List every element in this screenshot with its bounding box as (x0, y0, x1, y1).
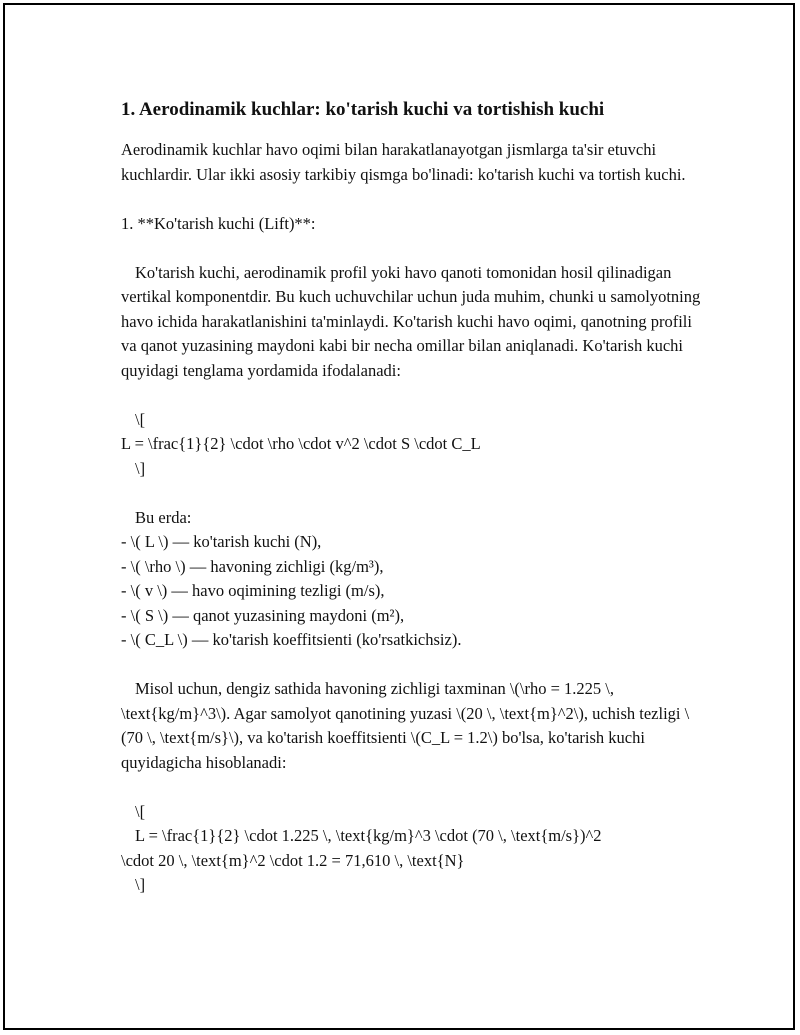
list-item: - \( L \) — ko'tarish kuchi (N), (121, 532, 322, 551)
list-item: - \( v \) — havo oqimining tezligi (m/s), (121, 581, 385, 600)
formula-open: \[ (135, 409, 146, 429)
formula-close: \] (135, 458, 146, 478)
list-item: - \( S \) — qanot yuzasining maydoni (m²), (121, 605, 405, 625)
formula-block (121, 408, 701, 433)
list-item-heading: 1. **Ko'tarish kuchi (Lift)**: (121, 213, 316, 233)
spacer (121, 187, 701, 212)
example-formula-line-1: L = \frac{1}{2} \cdot 1.225 \, \text{kg/m}^3 \cdot (70 \, \text{m/s})^2 (135, 826, 602, 845)
section-title: 1. Aerodinamik kuchlar: ko'tarish kuchi va tortishish kuchi (121, 99, 605, 120)
where-label: Bu erda: (135, 507, 192, 527)
spacer (121, 383, 701, 408)
definitions-list (121, 530, 701, 653)
spacer (121, 236, 701, 261)
list-item: - \( \rho \) — havoning zichligi (kg/m³), (121, 556, 384, 576)
intro-paragraph: Aerodinamik kuchlar havo oqimi bilan harakatlanayotgan jismlarga ta'sir etuvchi kuchlardir. Ular ikki asosiy tarkibiy qismga bo'linadi: ko'tarish kuchi va tortish kuchi. (121, 140, 686, 184)
page-frame (3, 3, 795, 1030)
spacer (121, 775, 701, 800)
formula-line: L = \frac{1}{2} \cdot \rho \cdot v^2 \cdot S \cdot C_L (121, 434, 481, 453)
example-paragraph: Misol uchun, dengiz sathida havoning zichligi taxminan \(\rho = 1.225 \, \text{kg/m}^3\). Agar samolyot qanotining yuzasi \(20 \, \text{m}^2\), uchish tezligi \(70 \, \text{m/s}\), va ko'tarish koeffitsienti \(C_L = 1.2\) bo'lsa, ko'tarish kuchi quyidagicha hisoblanadi: (121, 679, 690, 772)
spacer (121, 653, 701, 678)
spacer (121, 481, 701, 506)
lift-description-paragraph: Ko'tarish kuchi, aerodinamik profil yoki havo qanoti tomonidan hosil qilinadigan vertikal komponentdir. Bu kuch uchuvchilar uchun juda muhim, chunki u samolyotning havo ichida harakatlanishini ta'minlaydi. Ko'tarish kuchi havo oqimi, qanotning profili va qanot yuzasining maydoni kabi bir necha omillar bilan aniqlanadi. Ko'tarish kuchi quyidagi tenglama yordamida ifodalanadi: (121, 262, 705, 380)
document-body (121, 96, 705, 898)
example-formula-line-2: \cdot 20 \, \text{m}^2 \cdot 1.2 = 71,610 \, \text{N} (121, 850, 465, 870)
example-formula-close: \] (135, 875, 146, 894)
list-item: - \( C_L \) — ko'tarish koeffitsienti (ko'rsatkichsiz). (121, 630, 462, 649)
example-formula-open: \[ (135, 801, 146, 821)
